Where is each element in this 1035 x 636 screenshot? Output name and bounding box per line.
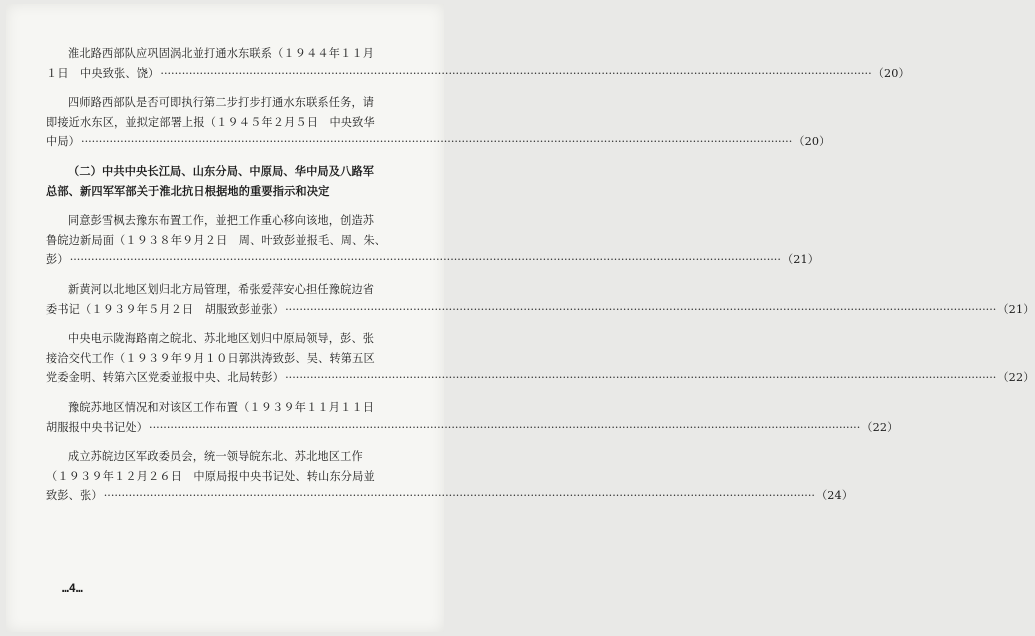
entry-page-number: （22） <box>997 371 1035 385</box>
entry-line: 即接近水东区，並拟定部署上报（１９４５年２月５日 中央致华 <box>46 115 375 129</box>
entry-text: 彭） <box>46 253 69 267</box>
entry-page-number: （20） <box>872 66 910 80</box>
table-of-contents <box>46 44 1035 516</box>
page-number: …4… <box>62 581 83 595</box>
leader-dots: ········································································································································································································ <box>69 253 781 267</box>
entry-line: 鲁皖边新局面（１９３８年９月２日 周、叶致彭並报毛、周、朱、 <box>46 233 387 247</box>
entry-line: 四师路西部队是否可即执行第二步打步打通水东联系任务，请 <box>68 96 375 110</box>
entry-page-number: （21） <box>997 302 1035 316</box>
entry-text: 胡服报中央书记处） <box>46 420 149 434</box>
entry-page-number: （22） <box>861 420 899 434</box>
leader-dots: ········································································································································································································ <box>285 302 997 316</box>
entry-line: 接洽交代工作（１９３９年９月１０日郭洪涛致彭、吴、转第五区 <box>46 351 375 365</box>
leader-dots: ········································································································································································································ <box>160 66 872 80</box>
toc-entry <box>46 329 1035 388</box>
entry-line <box>46 368 1035 388</box>
entry-line <box>46 64 910 84</box>
entry-line <box>46 418 899 438</box>
leader-dots: ········································································································································································································ <box>285 371 997 385</box>
entry-page-number: （24） <box>815 489 854 503</box>
entry-line <box>46 486 854 506</box>
entry-line: 同意彭雪枫去豫东布置工作，並把工作重心移向该地，创造苏 <box>68 214 375 228</box>
toc-entry <box>46 44 910 83</box>
toc-entry <box>46 93 831 152</box>
toc-entry <box>46 398 899 437</box>
entry-line: （二）中共中央长江局、山东分局、中原局、华中局及八路军 <box>68 163 375 178</box>
leader-dots: ········································································································································································································ <box>81 135 793 149</box>
entry-line: 中央电示陇海路南之皖北、苏北地区划归中原局领导，彭、张 <box>68 332 375 346</box>
entry-text: １日 中央致张、饶） <box>46 66 160 80</box>
toc-entry <box>46 211 820 270</box>
entry-line <box>46 250 820 270</box>
entry-text: 党委金明、转第六区党委並报中央、北局转彭） <box>46 371 285 385</box>
entry-page-number: （21） <box>781 253 820 267</box>
entry-line: （１９３９年１２月２６日 中原局报中央书记处、转山东分局並 <box>46 469 375 483</box>
entry-page-number: （20） <box>793 135 831 149</box>
entry-line: 成立苏皖边区军政委员会，统一领导皖东北、苏北地区工作 <box>68 450 363 464</box>
toc-entry <box>46 280 1035 319</box>
leader-dots: ········································································································································································································ <box>149 420 861 434</box>
entry-line: 新黄河以北地区划归北方局管理，希张爱萍安心担任豫皖边省 <box>68 282 375 296</box>
entry-line: 总部、新四军军部关于淮北抗日根据地的重要指示和决定 <box>46 183 330 198</box>
entry-line: 豫皖苏地区情况和对该区工作布置（１９３９年１１月１１日 <box>68 400 375 414</box>
entry-text: 中局） <box>46 135 81 149</box>
document-page <box>6 4 1035 632</box>
entry-line <box>46 132 831 152</box>
entry-line <box>46 300 1035 320</box>
leader-dots: ········································································································································································································ <box>103 489 815 503</box>
entry-text: 致彭、张） <box>46 489 103 503</box>
entry-text: 委书记（１９３９年５月２日 胡服致彭並张） <box>46 302 285 316</box>
toc-entry <box>46 447 854 506</box>
section-heading <box>46 162 414 201</box>
entry-line: 淮北路西部队应巩固涡北並打通水东联系（１９４４年１１月 <box>68 47 375 60</box>
